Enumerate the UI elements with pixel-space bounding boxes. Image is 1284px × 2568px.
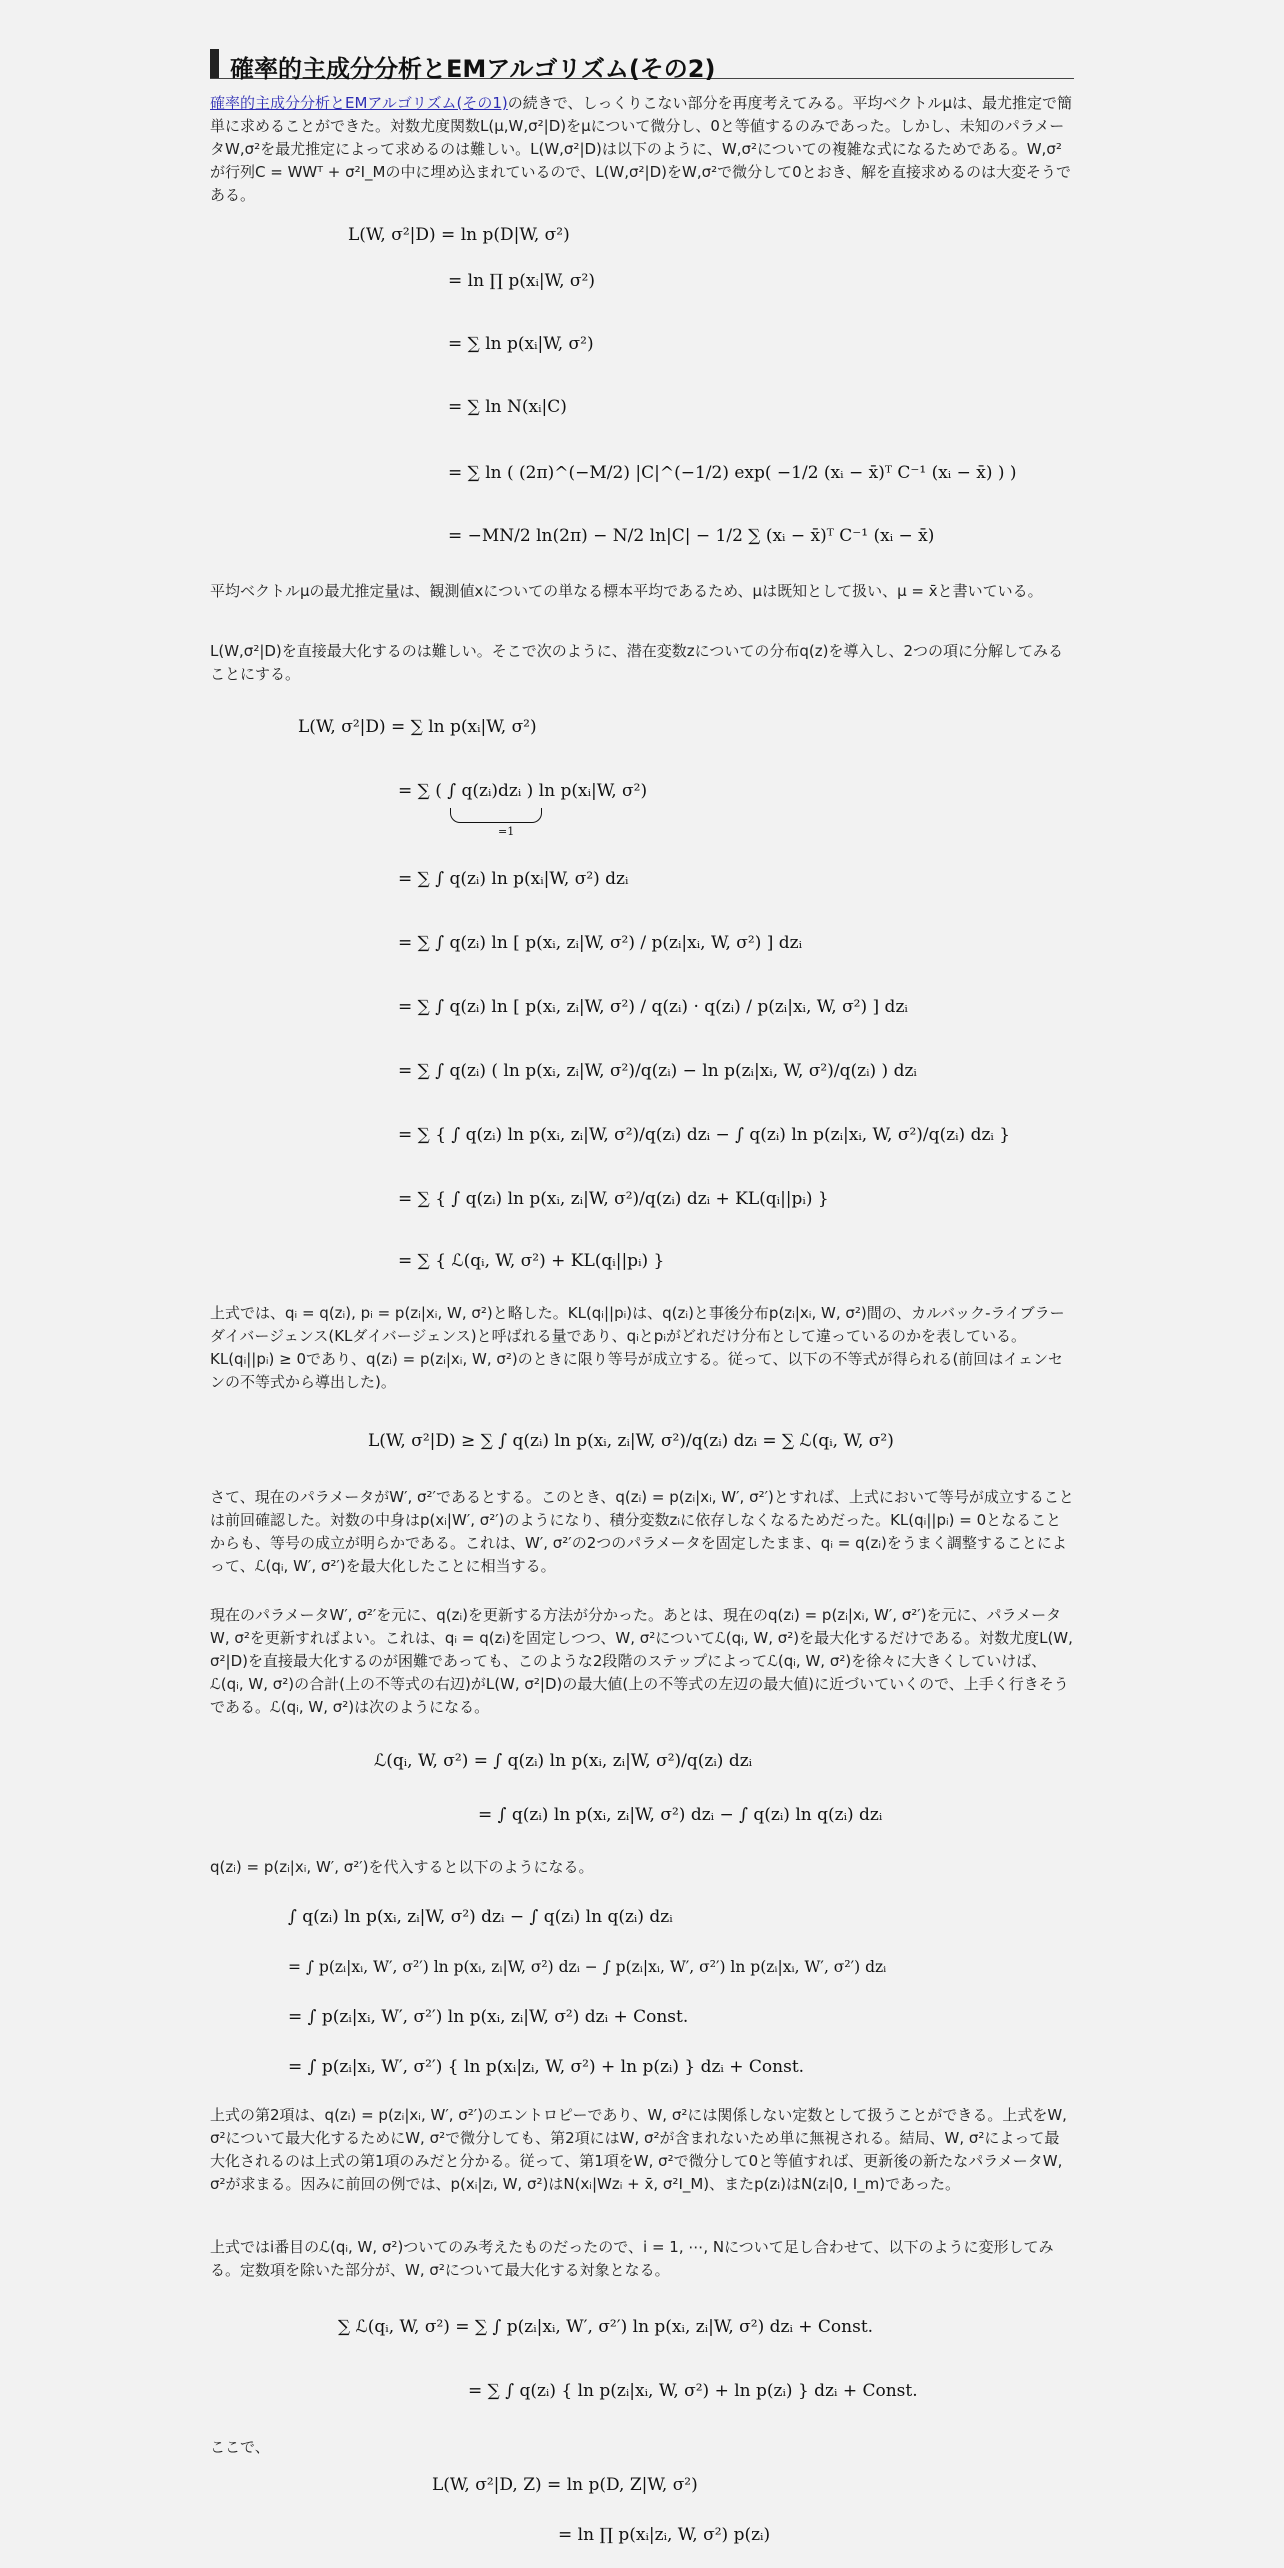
paragraph-4: 上式では、qᵢ = q(zᵢ), pᵢ = p(zᵢ|xᵢ, W, σ²)と略した。KL(qᵢ||pᵢ)は、q(zᵢ)と事後分布p(zᵢ|xᵢ, W, σ²)間の、カルバック-ライブラーダイバージェンス(KLダイバージェンス)と呼ばれる量であり、qᵢとpᵢがどれだけ分布として違っているのかを表している。KL(qᵢ||pᵢ) ≥ 0であり、q(zᵢ) = p(zᵢ|xᵢ, W, σ²)のときに限り等号が成立する。従って、以下の不等式が得られる(前回はイェンセンの不等式から導出した)。 — [210, 1304, 1065, 1391]
paragraph-6: 現在のパラメータW′, σ²′を元に、q(zᵢ)を更新する方法が分かった。あとは、現在のq(zᵢ) = p(zᵢ|xᵢ, W′, σ²′)を元に、パラメータW, σ²を更新すればよい。これは、qᵢ = q(zᵢ)を固定しつつ、W, σ²についてℒ(qᵢ, W, σ²)を最大化するだけである。対数尤度L(W, σ²|D)を直接最大化するのが困難であっても、このような2段階のステップによってℒ(qᵢ, W, σ²)を徐々に大きくしていけば、ℒ(qᵢ, W, σ²)の合計(上の不等式の右辺)がL(W, σ²|D)の最大値(上の不等式の左辺の最大値)に近づいていくので、上手く行きそうである。ℒ(qᵢ, W, σ²)は次のようになる。 — [210, 1606, 1073, 1716]
eq2-line-6: = ∑ ∫ q(zᵢ) ( ln p(xᵢ, zᵢ|W, σ²)/q(zᵢ) − ln p(zᵢ|xᵢ, W, σ²)/q(zᵢ) ) dzᵢ — [398, 1061, 917, 1081]
intro-text: の続きで、しっくりこない部分を再度考えてみる。平均ベクトルμは、最尤推定で簡単に求めることができた。対数尤度関数L(μ,W,σ²|D)をμについて微分し、0と等値するのみであった。しかし、未知のパラメータW,σ²を最尤推定によって求めるのは難しい。L(W,σ²|D)は以下のように、W,σ²についての複雑な式になるためである。W,σ²が行列C = WWᵀ + σ²I_Mの中に埋め込まれているので、L(W,σ²|D)をW,σ²で微分して0とおき、解を直接求めるのは大変そうである。 — [210, 94, 1073, 204]
previous-article-link[interactable]: 確率的主成分分析とEMアルゴリズム(その1) — [210, 94, 508, 112]
eq2-line-7: = ∑ { ∫ q(zᵢ) ln p(xᵢ, zᵢ|W, σ²)/q(zᵢ) dzᵢ − ∫ q(zᵢ) ln p(zᵢ|xᵢ, W, σ²)/q(zᵢ) dzᵢ } — [398, 1125, 1011, 1145]
eq2-line-5: = ∑ ∫ q(zᵢ) ln [ p(xᵢ, zᵢ|W, σ²) / q(zᵢ) · q(zᵢ) / p(zᵢ|xᵢ, W, σ²) ] dzᵢ — [398, 997, 908, 1017]
eq3-inequality: L(W, σ²|D) ≥ ∑ ∫ q(zᵢ) ln p(xᵢ, zᵢ|W, σ²)/q(zᵢ) dzᵢ = ∑ ℒ(qᵢ, W, σ²) — [368, 1431, 894, 1451]
eq2-line-4: = ∑ ∫ q(zᵢ) ln [ p(xᵢ, zᵢ|W, σ²) / p(zᵢ|xᵢ, W, σ²) ] dzᵢ — [398, 933, 803, 953]
paragraph-8: 上式の第2項は、q(zᵢ) = p(zᵢ|xᵢ, W′, σ²′)のエントロピーであり、W, σ²には関係しない定数として扱うことができる。上式をW, σ²について最大化するためにW, σ²で微分しても、第2項にはW, σ²が含まれないため単に無視される。結局、W, σ²によって最大化されるのは上式の第1項のみだと分かる。従って、第1項をW, σ²で微分して0と等値すれば、更新後の新たなパラメータW, σ²が求まる。因みに前回の例では、p(xᵢ|zᵢ, W, σ²)はN(xᵢ|Wzᵢ + x̄, σ²I_M)、またp(zᵢ)はN(zᵢ|0, I_m)であった。 — [210, 2106, 1067, 2193]
paragraph-3: L(W,σ²|D)を直接最大化するのは難しい。そこで次のように、潜在変数zについての分布q(z)を導入し、2つの項に分解してみることにする。 — [210, 642, 1064, 683]
underbrace-label: =1 — [498, 825, 515, 838]
eq6-line-2: = ∑ ∫ q(zᵢ) { ln p(zᵢ|xᵢ, W, σ²) + ln p(zᵢ) } dzᵢ + Const. — [468, 2381, 918, 2401]
eq2-line-1: L(W, σ²|D) = ∑ ln p(xᵢ|W, σ²) — [298, 717, 537, 737]
eq6-line-1: ∑ ℒ(qᵢ, W, σ²) = ∑ ∫ p(zᵢ|xᵢ, W′, σ²′) ln p(xᵢ, zᵢ|W, σ²) dzᵢ + Const. — [338, 2317, 874, 2337]
page-title: 確率的主成分分析とEMアルゴリズム(その2) — [230, 55, 716, 83]
eq7-line-2: = ln ∏ p(xᵢ|zᵢ, W, σ²) p(zᵢ) — [558, 2525, 771, 2545]
intro-paragraph — [210, 92, 1074, 207]
paragraph-10: ここで、 — [210, 2438, 270, 2456]
eq1-line-1: L(W, σ²|D) = ln p(D|W, σ²) — [348, 225, 570, 245]
eq2-line-2: = ∑ ( ∫ q(zᵢ)dzᵢ ) ln p(xᵢ|W, σ²) — [398, 781, 648, 801]
eq5-line-1: ∫ q(zᵢ) ln p(xᵢ, zᵢ|W, σ²) dzᵢ − ∫ q(zᵢ) ln q(zᵢ) dzᵢ — [288, 1907, 673, 1927]
eq2-line-8: = ∑ { ∫ q(zᵢ) ln p(xᵢ, zᵢ|W, σ²)/q(zᵢ) dzᵢ + KL(qᵢ||pᵢ) } — [398, 1189, 829, 1209]
page-title-bar — [210, 46, 1074, 83]
eq1-line-3: = ∑ ln p(xᵢ|W, σ²) — [448, 334, 594, 354]
underbrace — [450, 808, 542, 823]
eq7-line-1: L(W, σ²|D, Z) = ln p(D, Z|W, σ²) — [432, 2475, 698, 2495]
eq4-line-1: ℒ(qᵢ, W, σ²) = ∫ q(zᵢ) ln p(xᵢ, zᵢ|W, σ²)/q(zᵢ) dzᵢ — [374, 1751, 753, 1771]
eq5-line-4: = ∫ p(zᵢ|xᵢ, W′, σ²′) { ln p(xᵢ|zᵢ, W, σ²) + ln p(zᵢ) } dzᵢ + Const. — [288, 2057, 805, 2077]
eq4-line-2: = ∫ q(zᵢ) ln p(xᵢ, zᵢ|W, σ²) dzᵢ − ∫ q(zᵢ) ln q(zᵢ) dzᵢ — [478, 1805, 883, 1825]
eq1-line-5: = ∑ ln ( (2π)^(−M/2) |C|^(−1/2) exp( −1/2 (xᵢ − x̄)ᵀ C⁻¹ (xᵢ − x̄) ) ) — [448, 463, 1017, 483]
eq2-line-9: = ∑ { ℒ(qᵢ, W, σ²) + KL(qᵢ||pᵢ) } — [398, 1251, 665, 1271]
paragraph-9: 上式ではi番目のℒ(qᵢ, W, σ²)ついてのみ考えたものだったので、i = 1, ⋯, Nについて足し合わせて、以下のように変形してみる。定数項を除いた部分が、W, σ²について最大化する対象となる。 — [210, 2238, 1054, 2279]
eq5-line-3: = ∫ p(zᵢ|xᵢ, W′, σ²′) ln p(xᵢ, zᵢ|W, σ²) dzᵢ + Const. — [288, 2007, 689, 2027]
eq5-line-2: = ∫ p(zᵢ|xᵢ, W′, σ²′) ln p(xᵢ, zᵢ|W, σ²) dzᵢ − ∫ p(zᵢ|xᵢ, W′, σ²′) ln p(zᵢ|xᵢ, W′, σ²′) dzᵢ — [288, 1958, 887, 1976]
eq1-line-6: = −MN/2 ln(2π) − N/2 ln|C| − 1/2 ∑ (xᵢ − x̄)ᵀ C⁻¹ (xᵢ − x̄) — [448, 526, 935, 546]
paragraph-7: q(zᵢ) = p(zᵢ|xᵢ, W′, σ²′)を代入すると以下のようになる。 — [210, 1858, 594, 1876]
eq2-line-3: = ∑ ∫ q(zᵢ) ln p(xᵢ|W, σ²) dzᵢ — [398, 869, 629, 889]
eq1-line-2: = ln ∏ p(xᵢ|W, σ²) — [448, 271, 595, 291]
eq1-line-4: = ∑ ln N(xᵢ|C) — [448, 397, 567, 417]
title-marker — [210, 49, 219, 78]
paragraph-2: 平均ベクトルμの最尤推定量は、観測値xについての単なる標本平均であるため、μは既知として扱い、μ = x̄と書いている。 — [210, 582, 1043, 600]
paragraph-5: さて、現在のパラメータがW′, σ²′であるとする。このとき、q(zᵢ) = p(zᵢ|xᵢ, W′, σ²′)とすれば、上式において等号が成立することは前回確認した。対数の中身はp(xᵢ|W′, σ²′)のようになり、積分変数zᵢに依存しなくなるためだった。KL(qᵢ||pᵢ) = 0となることからも、等号の成立が明らかである。これは、W′, σ²′の2つのパラメータを固定したまま、qᵢ = q(zᵢ)をうまく調整することによって、ℒ(qᵢ, W′, σ²′)を最大化したことに相当する。 — [210, 1488, 1074, 1575]
